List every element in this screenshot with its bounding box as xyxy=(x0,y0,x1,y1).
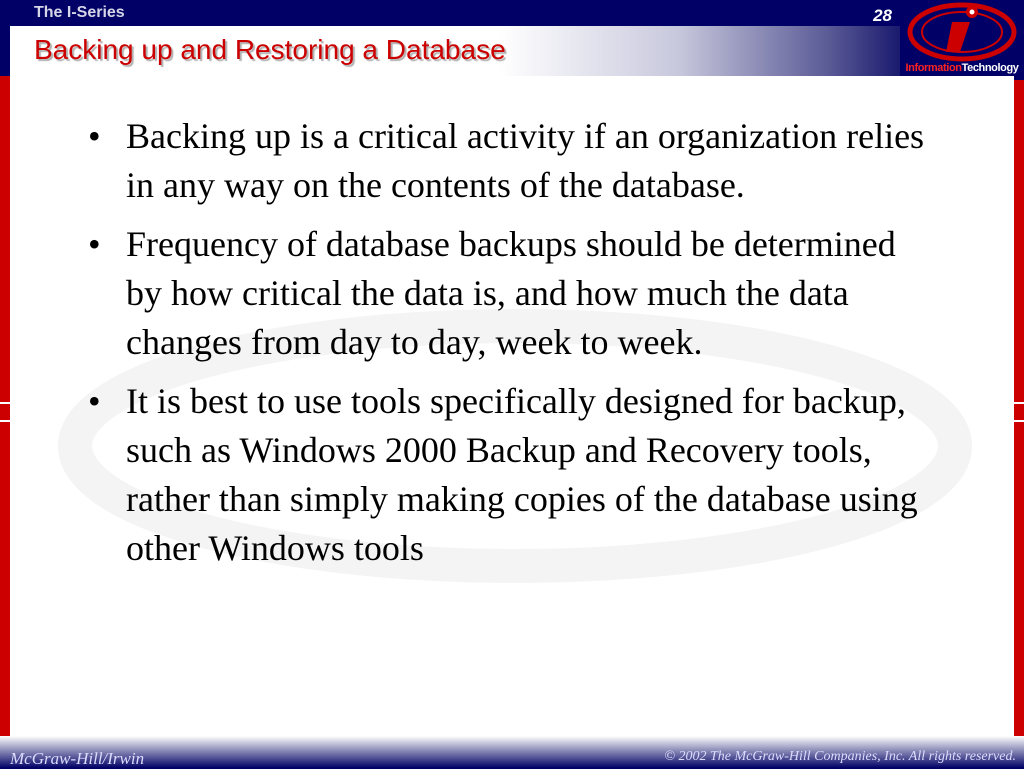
bullet-dot: • xyxy=(88,381,101,421)
bullet-text: Backing up is a critical activity if an organization relies in any way on the contents of the database. xyxy=(126,116,925,205)
slide-number: 28 xyxy=(873,6,892,25)
left-rule-lower xyxy=(0,420,10,422)
left-rule-upper xyxy=(0,402,10,404)
right-accent-strip xyxy=(1014,76,1024,736)
bullet-text: Frequency of database backups should be determined by how critical the data is, and how much the data changes from day to day, week to week. xyxy=(126,224,896,362)
bullet-dot: • xyxy=(88,224,101,264)
left-accent-strip xyxy=(0,76,10,736)
bullet-item-1 xyxy=(88,112,928,210)
right-rule-upper xyxy=(1014,402,1024,404)
right-rule-lower xyxy=(1014,420,1024,422)
logo xyxy=(900,0,1024,80)
bullet-item-3 xyxy=(88,377,928,573)
footer-band xyxy=(0,736,1024,768)
footer-publisher: McGraw-Hill/Irwin xyxy=(10,749,145,768)
logo-text-technology: Technology xyxy=(961,62,1019,74)
slide-title: Backing up and Restoring a Database xyxy=(34,34,506,65)
bullet-dot: • xyxy=(88,116,101,156)
top-band xyxy=(0,0,1024,26)
logo-text xyxy=(902,62,1022,74)
bullet-text: It is best to use tools specifically designed for backup, such as Windows 2000 Backup and Recovery tools, rather than simply making copies of the database using other Windows tools xyxy=(126,381,918,568)
logo-text-information: Information xyxy=(905,62,962,74)
content-panel xyxy=(10,76,1014,736)
footer-copyright: © 2002 The McGraw-Hill Companies, Inc. All rights reserved. xyxy=(664,749,1016,764)
series-label: The I-Series xyxy=(34,4,125,21)
bullet-item-2 xyxy=(88,220,928,367)
bullet-list xyxy=(88,112,928,583)
